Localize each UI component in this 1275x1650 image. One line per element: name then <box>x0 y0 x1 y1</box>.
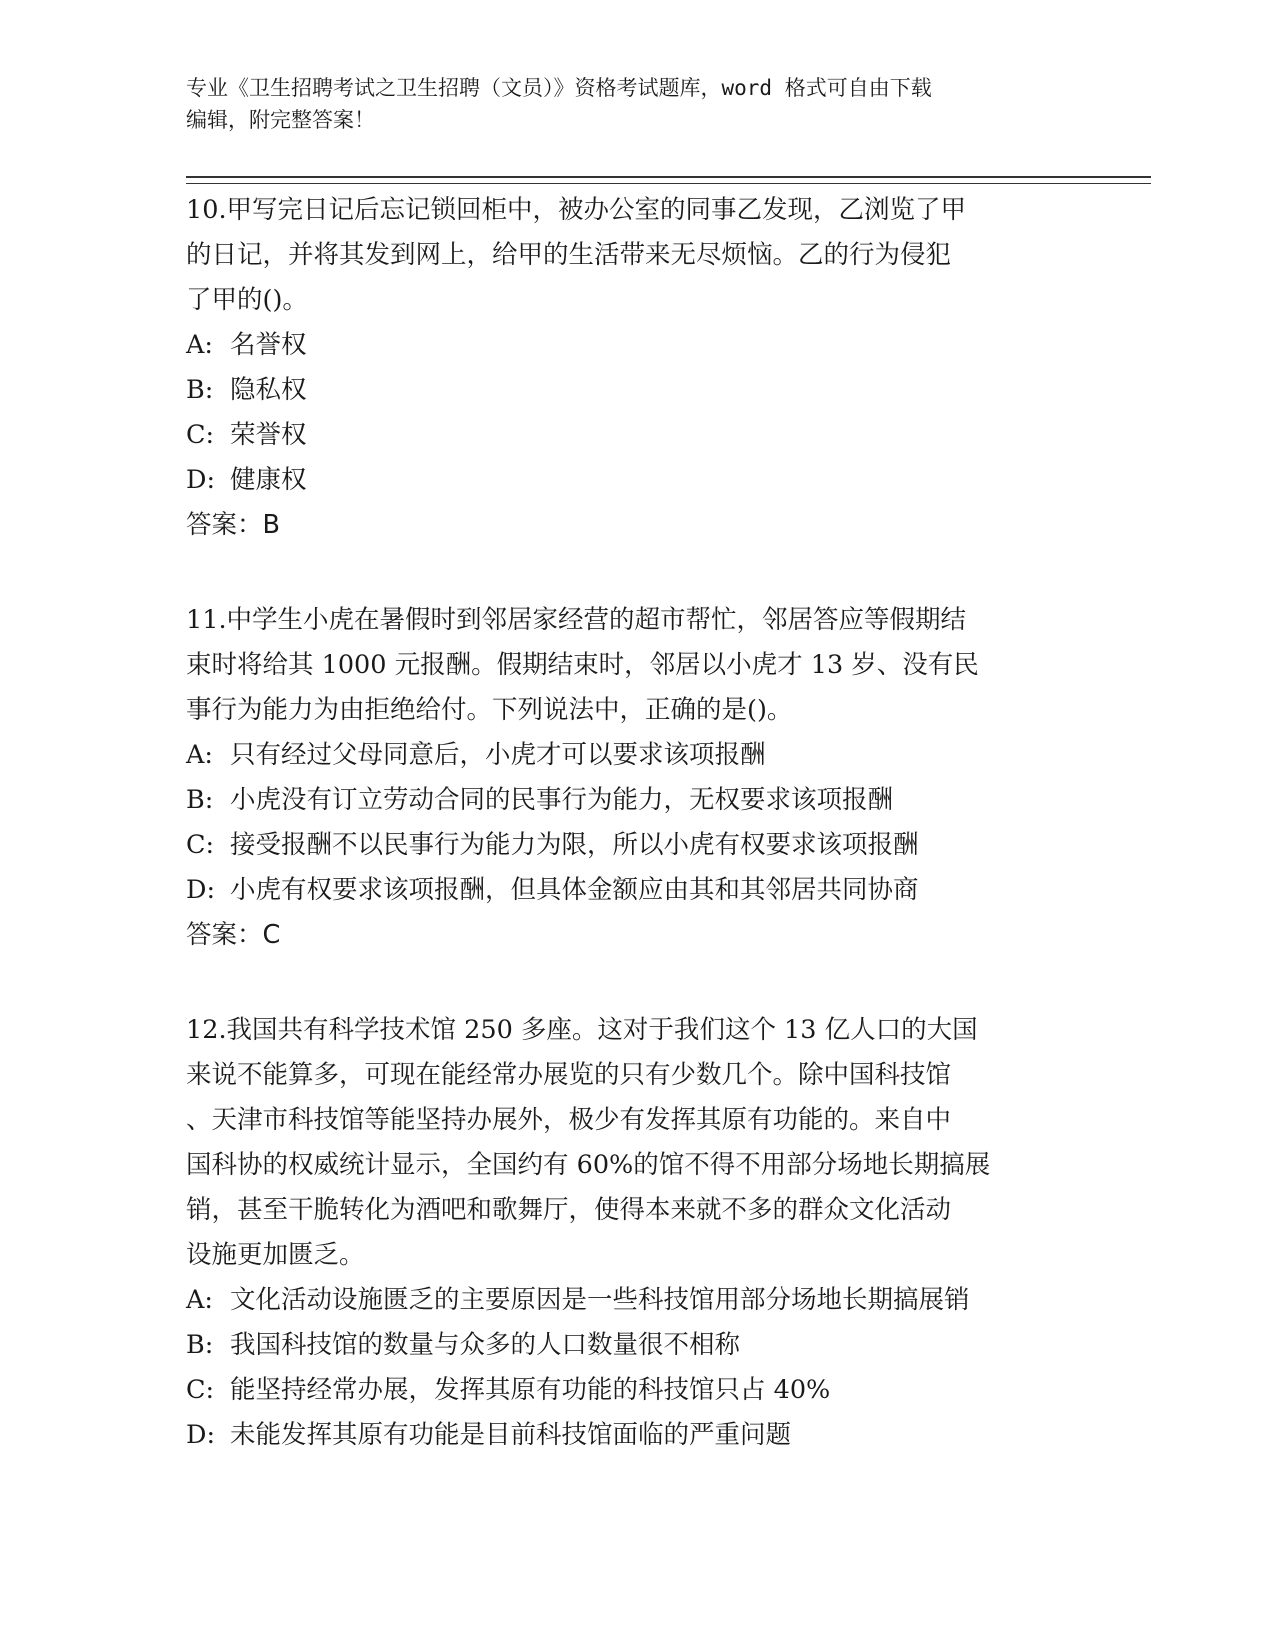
option-key: D: <box>186 465 216 495</box>
option-text: 小虎没有订立劳动合同的民事行为能力，无权要求该项报酬 <box>230 785 894 815</box>
option-a <box>186 323 966 368</box>
answer-line: 答案：C <box>186 920 281 950</box>
stem-line: 10.甲写完日记后忘记锁回柜中，被办公室的同事乙发现，乙浏览了甲 <box>186 195 967 225</box>
option-text: 未能发挥其原有功能是目前科技馆面临的严重问题 <box>230 1420 792 1450</box>
option-key: B: <box>186 1330 214 1360</box>
option-a <box>186 1278 990 1323</box>
option-key: A: <box>186 330 214 360</box>
document-header <box>186 72 1066 136</box>
stem-line: 国科协的权威统计显示，全国约有 60%的馆不得不用部分场地长期搞展 <box>186 1150 991 1180</box>
option-c <box>186 823 979 868</box>
option-key: A: <box>186 1285 214 1315</box>
stem-line: 的日记，并将其发到网上，给甲的生活带来无尽烦恼。乙的行为侵犯 <box>186 240 952 270</box>
option-key: C: <box>186 420 215 450</box>
question-stem <box>186 188 966 323</box>
option-text: 隐私权 <box>230 375 307 405</box>
option-c <box>186 413 966 458</box>
option-text: 小虎有权要求该项报酬，但具体金额应由其和其邻居共同协商 <box>230 875 919 905</box>
answer-line: 答案：B <box>186 510 280 540</box>
option-text: 只有经过父母同意后，小虎才可以要求该项报酬 <box>230 740 766 770</box>
option-b <box>186 368 966 413</box>
option-key: D: <box>186 1420 216 1450</box>
option-text: 健康权 <box>230 465 307 495</box>
option-text: 荣誉权 <box>230 420 307 450</box>
stem-line: 束时将给其 1000 元报酬。假期结束时，邻居以小虎才 13 岁、没有民 <box>186 650 979 680</box>
option-text: 我国科技馆的数量与众多的人口数量很不相称 <box>230 1330 741 1360</box>
stem-line: 11.中学生小虎在暑假时到邻居家经营的超市帮忙，邻居答应等假期结 <box>186 605 967 635</box>
question-stem <box>186 1008 990 1278</box>
option-key: A: <box>186 740 214 770</box>
option-b <box>186 1323 990 1368</box>
stem-line: 设施更加匮乏。 <box>186 1240 365 1270</box>
stem-line: 12.我国共有科学技术馆 250 多座。这对于我们这个 13 亿人口的大国 <box>186 1015 978 1045</box>
option-key: D: <box>186 875 216 905</box>
option-text: 文化活动设施匮乏的主要原因是一些科技馆用部分场地长期搞展销 <box>230 1285 970 1315</box>
header-rule-thick <box>186 176 1151 178</box>
stem-line: 来说不能算多，可现在能经常办展览的只有少数几个。除中国科技馆 <box>186 1060 952 1090</box>
option-d <box>186 868 979 913</box>
option-a <box>186 733 979 778</box>
option-text: 名誉权 <box>230 330 307 360</box>
stem-line: 、天津市科技馆等能坚持办展外，极少有发挥其原有功能的。来自中 <box>186 1105 952 1135</box>
option-key: B: <box>186 785 214 815</box>
header-rule-thin <box>186 183 1151 184</box>
question-11 <box>186 598 979 958</box>
option-key: C: <box>186 830 215 860</box>
option-d <box>186 458 966 503</box>
option-key: B: <box>186 375 214 405</box>
stem-line: 了甲的()。 <box>186 285 308 315</box>
stem-line: 事行为能力为由拒绝给付。下列说法中，正确的是()。 <box>186 695 793 725</box>
question-12 <box>186 1008 990 1458</box>
header-line-1: 专业《卫生招聘考试之卫生招聘（文员）》资格考试题库，word 格式可自由下载 <box>186 76 932 100</box>
option-text: 接受报酬不以民事行为能力为限，所以小虎有权要求该项报酬 <box>230 830 919 860</box>
stem-line: 销，甚至干脆转化为酒吧和歌舞厅，使得本来就不多的群众文化活动 <box>186 1195 952 1225</box>
question-stem <box>186 598 979 733</box>
option-key: C: <box>186 1375 215 1405</box>
header-line-2: 编辑，附完整答案！ <box>186 108 375 132</box>
option-d <box>186 1413 990 1458</box>
option-c <box>186 1368 990 1413</box>
option-text: 能坚持经常办展，发挥其原有功能的科技馆只占 40% <box>230 1375 831 1405</box>
question-10 <box>186 188 966 548</box>
option-b <box>186 778 979 823</box>
